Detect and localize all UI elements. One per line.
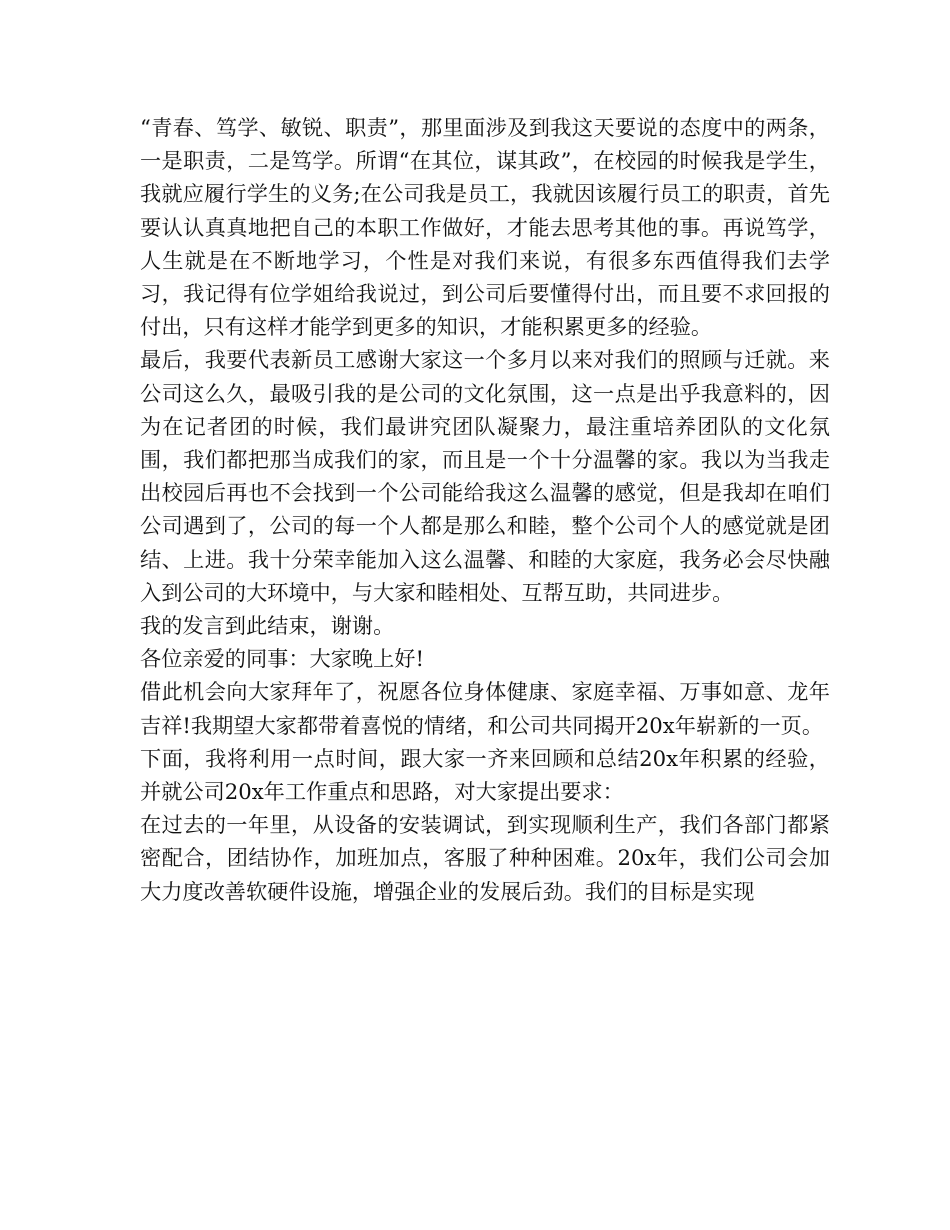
paragraph-greeting: 各位亲爱的同事：大家晚上好! [140, 646, 424, 672]
paragraph-thanks: 最后，我要代表新员工感谢大家这一个多月以来对我们的照顾与迁就。来公司这么久，最吸引我的是公司的文化氛围，这一点是出乎我意料的，因为在记者团的时候，我们最讲究团队凝聚力，最注重培养团队的文化氛围，我们都把那当成我们的家，而且是一个十分温馨的家。我以为当我走出校园后再也不会找到一个公司能给我这么温馨的感觉，但是我却在咱们公司遇到了，公司的每一个人都是那么和睦，整个公司个人的感觉就是团结、上进。我十分荣幸能加入这么温馨、和睦的大家庭，我务必会尽快融入到公司的大环境中，与大家和睦相处、互帮互助，共同进步。 [140, 347, 830, 605]
paragraph-review-intro: 下面，我将利用一点时间，跟大家一齐来回顾和总结20x年积累的经验，并就公司20x年工作重点和思路，对大家提出要求： [140, 745, 830, 805]
paragraph-new-year-wishes: 借此机会向大家拜年了，祝愿各位身体健康、家庭幸福、万事如意、龙年吉祥!我期望大家都带着喜悦的情绪，和公司共同揭开20x年崭新的一页。 [140, 679, 830, 738]
paragraph-closing: 我的发言到此结束，谢谢。 [140, 613, 395, 639]
paragraph-responsibility: “青春、笃学、敏锐、职责”，那里面涉及到我这天要说的态度中的两条，一是职责，二是笃学。所谓“在其位，谋其政”，在校园的时候我是学生，我就应履行学生的义务;在公司我是员工，我就因该履行员工的职责，首先要认认真真地把自己的本职工作做好，才能去思考其他的事。再说笃学，人生就是在不断地学习，个性是对我们来说，有很多东西值得我们去学习，我记得有位学姐给我说过，到公司后要懂得付出，而且要不求回报的付出，只有这样才能学到更多的知识，才能积累更多的经验。 [140, 115, 830, 340]
document-body [140, 111, 830, 908]
paragraph-past-year: 在过去的一年里，从设备的安装调试，到实现顺利生产，我们各部门都紧密配合，团结协作，加班加点，客服了种种困难。20x年，我们公司会加大力度改善软硬件设施，增强企业的发展后劲。我们的目标是实现 [140, 812, 830, 904]
